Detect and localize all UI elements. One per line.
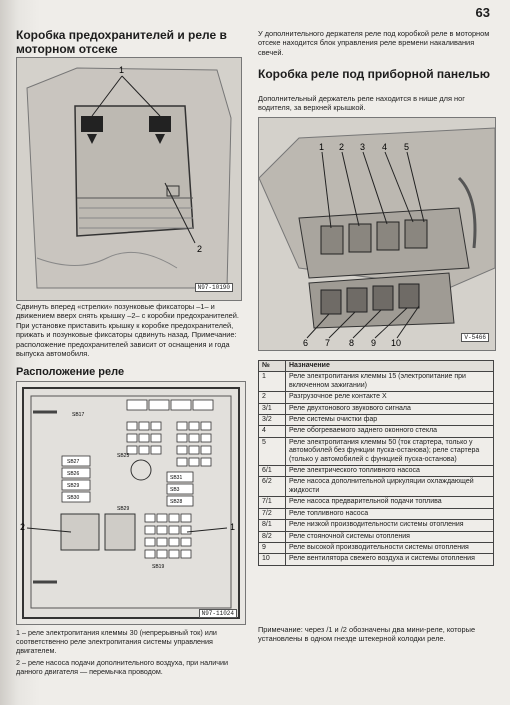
relay-purpose-cell: Реле насоса предварительной подачи топлива (286, 497, 494, 508)
mini-relay-note: Примечание: через /1 и /2 обозначены два мини-реле, которые установлены в одном гнезде штекерной колодки реле. (258, 625, 476, 644)
relay-purpose-cell: Реле топливного насоса (286, 508, 494, 519)
section-heading-relay-location: Расположение реле (16, 366, 125, 378)
table-row (259, 542, 494, 553)
table-row (259, 531, 494, 542)
fig2-label-sb30: SB30 (67, 495, 80, 501)
relay-footnotes (16, 628, 244, 676)
fig2-callout-1: 1 (230, 522, 236, 532)
relay-purpose-cell: Реле вентилятора свежего воздуха и системы отопления (286, 554, 494, 565)
relay-purpose-cell: Реле стояночной системы отопления (286, 531, 494, 542)
relay-number-cell: 7/2 (259, 508, 286, 519)
relay-purpose-cell: Реле электрического топливного насоса (286, 466, 494, 477)
fig3-callout-5: 5 (404, 142, 410, 152)
relay-purpose-cell: Реле электропитания клеммы 15 (электропитание при включенном зажигании) (286, 372, 494, 392)
fig2-label-sb25: SB25 (117, 453, 130, 459)
table-header-purpose: Назначение (286, 361, 494, 372)
table-header-row (259, 361, 494, 372)
relay-number-cell: 4 (259, 426, 286, 437)
fig2-callout-2: 2 (20, 522, 26, 532)
table-row (259, 554, 494, 565)
fig3-callout-6: 6 (303, 338, 309, 348)
relay-number-cell: 10 (259, 554, 286, 565)
table-row (259, 415, 494, 426)
table-row (259, 437, 494, 465)
fig1-callout-1: 1 (119, 65, 125, 75)
table-row (259, 477, 494, 497)
relay-purpose-cell: Реле высокой производительности системы отопления (286, 542, 494, 553)
dash-relay-location-text: Дополнительный держатель реле находится в нише для ног водителя, за верхней крышкой. (258, 94, 465, 113)
figure1-code: N97-10190 (195, 283, 233, 292)
relay-number-cell: 9 (259, 542, 286, 553)
fig2-label-sb29: SB29 (67, 483, 80, 489)
relay-purpose-cell: Реле насоса дополнительной циркуляции охлаждающей жидкости (286, 477, 494, 497)
relay-assignment-table (258, 360, 494, 566)
cover-removal-text: Сдвинуть вперед «стрелки» позунковые фиксаторы –1– и движением вверх снять крышку –2– с коробки предохранителей. При установке приставить крышку к коробке предохранителей, прижать и позунковые фиксаторы сдвинуть назад. Примечание: расположение предохранителей зависит от оснащения и года выпуска автомобиля. (16, 302, 239, 359)
section-heading-engine-fusebox: Коробка предохранителей и реле в моторном отсеке (16, 28, 227, 56)
fig3-callout-7: 7 (325, 338, 331, 348)
relay-number-cell: 6/1 (259, 466, 286, 477)
relay-purpose-cell: Реле двухтонового звукового сигнала (286, 403, 494, 414)
table-row (259, 372, 494, 392)
fig2-label-sb29b: SB29 (117, 506, 130, 512)
fig3-callout-8: 8 (349, 338, 355, 348)
relay-number-cell: 8/1 (259, 520, 286, 531)
figure-fusebox-cover (16, 57, 242, 301)
table-row (259, 403, 494, 414)
relay-number-cell: 7/1 (259, 497, 286, 508)
section-heading-dash-relay-box: Коробка реле под приборной панелью (258, 67, 490, 81)
fig3-callout-9: 9 (371, 338, 377, 348)
relay-table-body (259, 372, 494, 565)
relay-purpose-cell: Реле системы очистки фар (286, 415, 494, 426)
table-row (259, 466, 494, 477)
figure-relay-layout (16, 381, 246, 625)
fig3-callout-2: 2 (339, 142, 345, 152)
relay-purpose-cell: Реле низкой производительности системы отопления (286, 520, 494, 531)
relay-number-cell: 1 (259, 372, 286, 392)
fig2-label-sb19: SB19 (152, 564, 165, 570)
relay-number-cell: 3/1 (259, 403, 286, 414)
fig2-label-sb31: SB31 (170, 475, 183, 481)
relay-purpose-cell: Разгрузочное реле контакте X (286, 392, 494, 403)
fig3-callout-10: 10 (391, 338, 402, 348)
fusebox-cover-illustration (17, 58, 241, 300)
fig2-label-sb26: SB26 (67, 471, 80, 477)
fig1-callout-2: 2 (197, 244, 203, 254)
relay-number-cell: 6/2 (259, 477, 286, 497)
table-header-number: № (259, 361, 286, 372)
fig2-label-sb3: SB3 (170, 487, 180, 493)
relay-purpose-cell: Реле обогреваемого заднего оконного стекла (286, 426, 494, 437)
fig3-callout-3: 3 (360, 142, 366, 152)
relay-purpose-cell: Реле электропитания клеммы 50 (ток стартера, только у автомобилей без функции пуска-останова); реле стартера (только у автомобилей с функцией пуска-останова) (286, 437, 494, 465)
table-row (259, 508, 494, 519)
glow-plug-relay-text: У дополнительного держателя реле под коробкой реле в моторном отсеке находится блок управления реле времени накаливания свечей. (258, 29, 490, 57)
fig3-callout-4: 4 (382, 142, 388, 152)
figure2-code: N97-11024 (199, 609, 237, 618)
dash-relay-holder-illustration (259, 118, 495, 350)
table-row (259, 520, 494, 531)
fig2-label-sb17: SB17 (72, 412, 85, 418)
fig2-label-sb28: SB28 (170, 499, 183, 505)
relay-number-cell: 5 (259, 437, 286, 465)
table-row (259, 497, 494, 508)
page-number: 63 (475, 5, 490, 20)
figure-dash-relay-holder (258, 117, 496, 351)
fig3-callout-1: 1 (319, 142, 325, 152)
relay-number-cell: 8/2 (259, 531, 286, 542)
footnote-1: 1 – реле электропитания клеммы 30 (непрерывный ток) или соответственно реле электропитания системы управления двигателем. (16, 628, 217, 656)
relay-layout-diagram (17, 382, 245, 624)
table-row (259, 392, 494, 403)
fig2-label-sb27: SB27 (67, 459, 80, 465)
figure3-code: V-5466 (461, 333, 489, 342)
relay-number-cell: 2 (259, 392, 286, 403)
table-row (259, 426, 494, 437)
footnote-2: 2 – реле насоса подачи дополнительного воздуха, при наличии данного двигателя — перемычка проводом. (16, 657, 229, 676)
relay-number-cell: 3/2 (259, 415, 286, 426)
